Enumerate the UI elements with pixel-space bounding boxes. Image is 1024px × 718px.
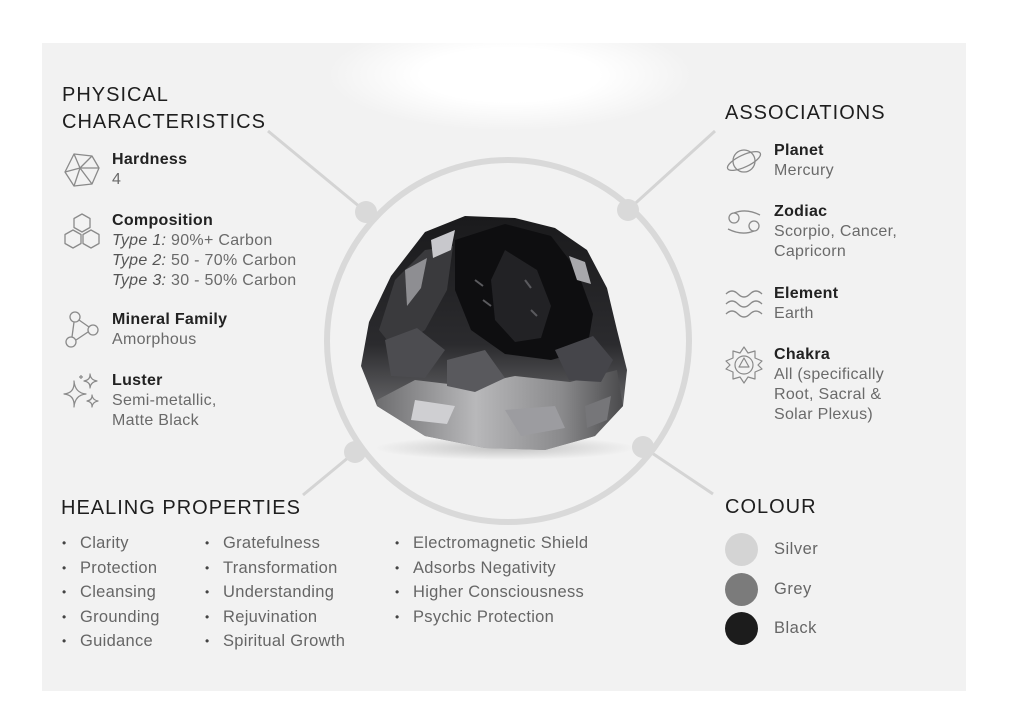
healing-list-col1 xyxy=(62,531,160,654)
list-item: • Higher Consciousness xyxy=(395,580,588,605)
planet-title: Planet xyxy=(774,142,824,159)
healing-list-col2 xyxy=(205,531,345,654)
zodiac-item xyxy=(724,202,897,262)
composition-row-2: Type 2: 50 - 70% Carbon xyxy=(112,252,297,269)
element-title: Element xyxy=(774,285,839,302)
colour-heading: COLOUR xyxy=(725,496,817,518)
list-item: • Rejuvination xyxy=(205,605,345,630)
mineral-family-value: Amorphous xyxy=(112,331,197,348)
list-item: • Transformation xyxy=(205,556,345,581)
healing-list-col3 xyxy=(395,531,588,629)
shungite-stone-image xyxy=(355,210,645,460)
chakra-value-line3: Solar Plexus) xyxy=(774,406,874,423)
lotus-mandala-icon xyxy=(724,345,764,385)
list-item: • Clarity xyxy=(62,531,160,556)
swatch-black-label: Black xyxy=(774,619,817,637)
planet-value: Mercury xyxy=(774,162,834,179)
swatch-silver xyxy=(725,533,818,566)
mineral-family-item xyxy=(62,310,227,350)
swatch-grey-label: Grey xyxy=(774,580,812,598)
swatch-grey-dot xyxy=(725,573,758,606)
list-item: • Understanding xyxy=(205,580,345,605)
molecule-icon xyxy=(62,310,102,350)
earth-waves-icon xyxy=(724,284,764,324)
planet-icon xyxy=(724,141,764,181)
zodiac-title: Zodiac xyxy=(774,203,828,220)
list-item: • Psychic Protection xyxy=(395,605,588,630)
chakra-value-line1: All (specifically xyxy=(774,366,885,383)
hardness-value: 4 xyxy=(112,171,122,188)
hardness-title: Hardness xyxy=(112,151,188,168)
luster-item xyxy=(62,371,217,431)
element-item xyxy=(724,284,838,324)
list-item: • Protection xyxy=(62,556,160,581)
swatch-grey xyxy=(725,573,812,606)
associations-heading: ASSOCIATIONS xyxy=(725,102,886,124)
list-item: • Adsorbs Negativity xyxy=(395,556,588,581)
swatch-black-dot xyxy=(725,612,758,645)
sparkle-icon xyxy=(62,371,102,411)
list-item: • Gratefulness xyxy=(205,531,345,556)
hardness-item xyxy=(62,150,187,190)
cancer-zodiac-icon xyxy=(724,202,764,242)
physical-heading-line2: CHARACTERISTICS xyxy=(62,111,266,133)
composition-row-3: Type 3: 30 - 50% Carbon xyxy=(112,272,297,289)
luster-value-line1: Semi-metallic, xyxy=(112,392,217,409)
list-item: • Spiritual Growth xyxy=(205,629,345,654)
list-item: • Cleansing xyxy=(62,580,160,605)
element-value: Earth xyxy=(774,305,814,322)
physical-heading-line1: PHYSICAL xyxy=(62,84,169,106)
planet-item xyxy=(724,141,834,181)
mineral-family-title: Mineral Family xyxy=(112,311,228,328)
luster-value-line2: Matte Black xyxy=(112,412,199,429)
luster-title: Luster xyxy=(112,372,163,389)
composition-title: Composition xyxy=(112,212,214,229)
list-item: • Electromagnetic Shield xyxy=(395,531,588,556)
chakra-title: Chakra xyxy=(774,346,831,363)
hexagon-cluster-icon xyxy=(62,211,102,251)
zodiac-value-line1: Scorpio, Cancer, xyxy=(774,223,898,240)
physical-heading xyxy=(62,82,266,136)
healing-heading: HEALING PROPERTIES xyxy=(61,497,301,519)
swatch-silver-dot xyxy=(725,533,758,566)
zodiac-value-line2: Capricorn xyxy=(774,243,847,260)
composition-item xyxy=(62,211,297,291)
composition-row-1: Type 1: 90%+ Carbon xyxy=(112,232,273,249)
chakra-item xyxy=(724,345,884,425)
swatch-silver-label: Silver xyxy=(774,540,819,558)
chakra-value-line2: Root, Sacral & xyxy=(774,386,882,403)
swatch-black xyxy=(725,612,817,645)
list-item: • Guidance xyxy=(62,629,160,654)
crystal-icon xyxy=(62,150,102,190)
list-item: • Grounding xyxy=(62,605,160,630)
